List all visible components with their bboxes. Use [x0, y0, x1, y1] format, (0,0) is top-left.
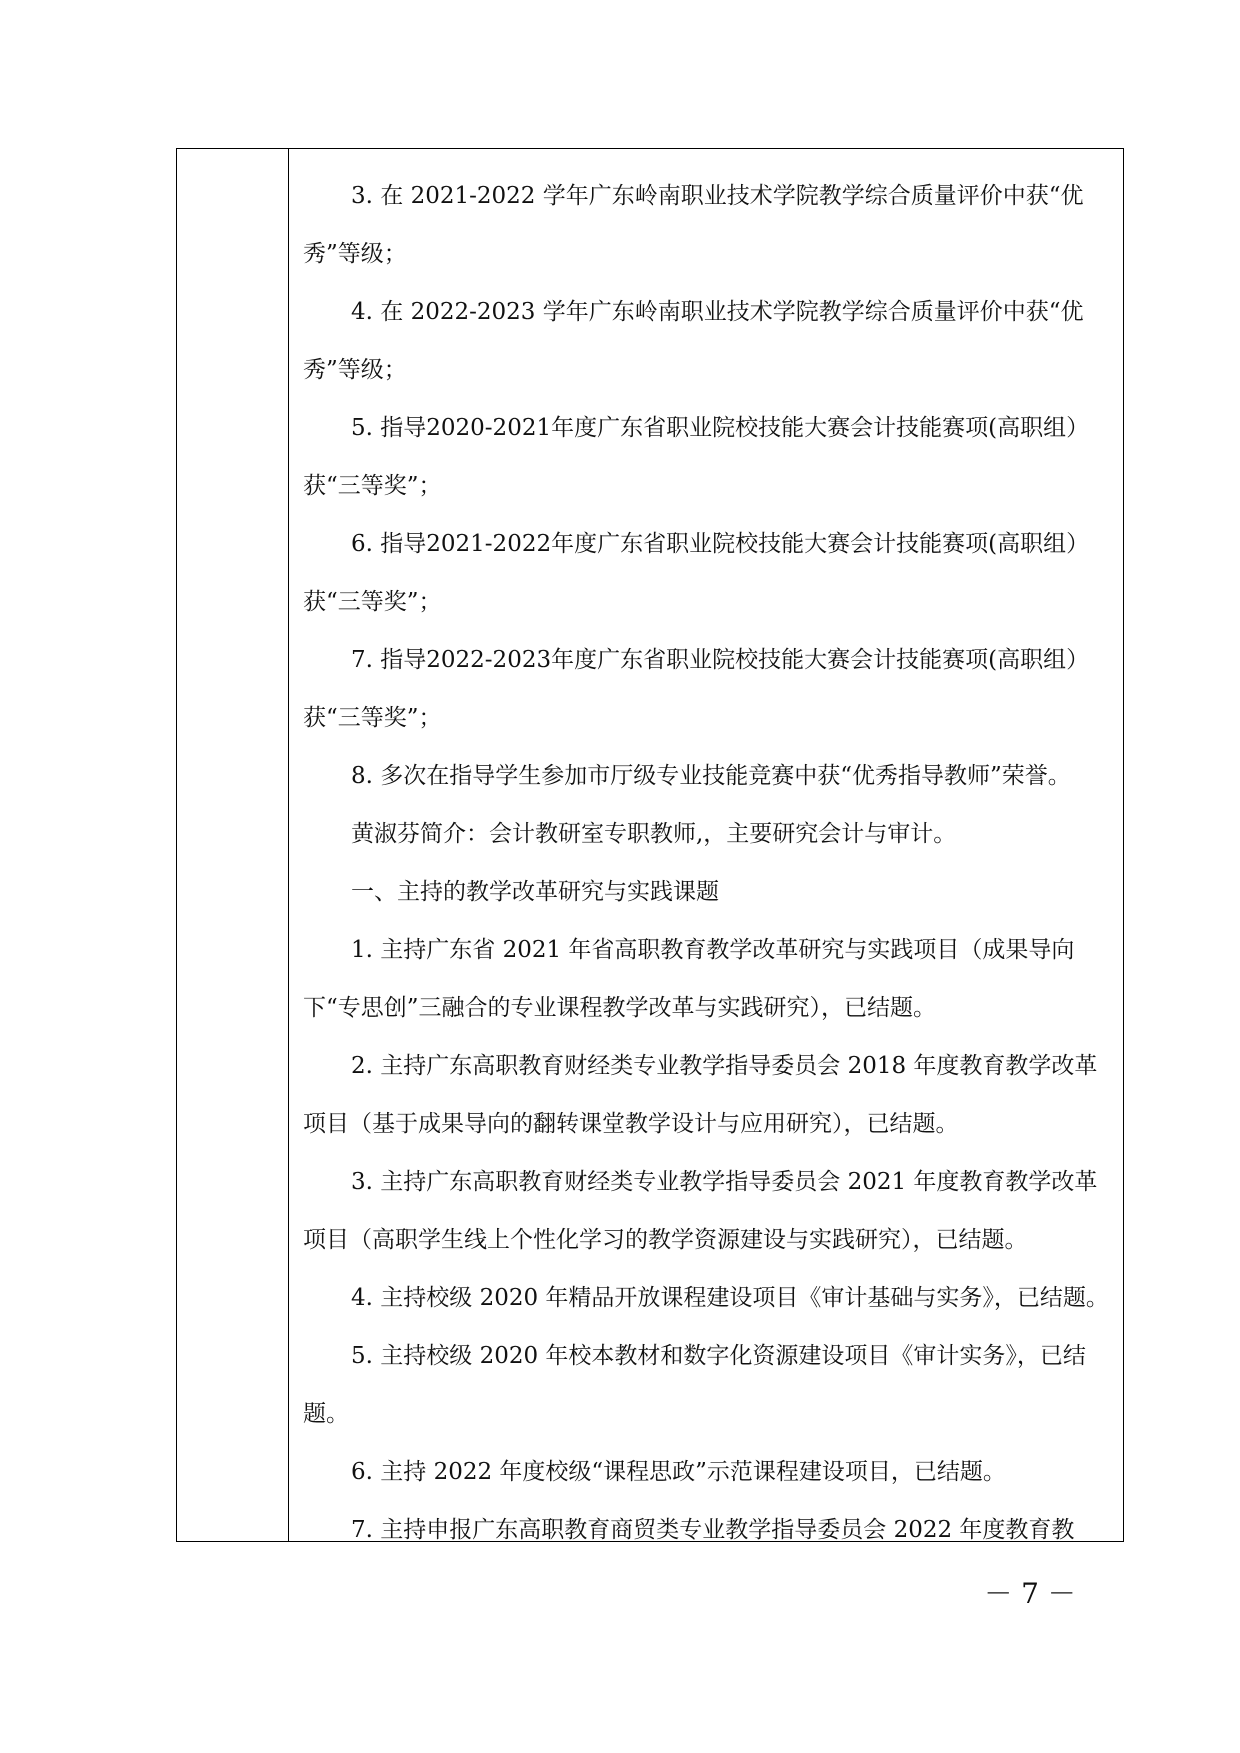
table-content-cell	[303, 167, 1113, 1559]
paragraph: 8. 多次在指导学生参加市厅级专业技能竞赛中获“优秀指导教师”荣誉。	[351, 763, 1071, 789]
paragraph: 6. 指导2021-2022年度广东省职业院校技能大赛会计技能赛项(高职组）获“三等奖”；	[303, 531, 1090, 615]
profile-paragraph: 黄淑芬简介：会计教研室专职教师,，主要研究会计与审计。	[351, 821, 957, 847]
paragraph: 7. 主持申报广东高职教育商贸类专业教学指导委员会 2022 年度教育教	[351, 1517, 1075, 1543]
paragraph: 4. 主持校级 2020 年精品开放课程建设项目《审计基础与实务》，已结题。	[351, 1285, 1109, 1311]
section-heading: 一、主持的教学改革研究与实践课题	[351, 879, 719, 905]
paragraph: 1. 主持广东省 2021 年省高职教育教学改革研究与实践项目（成果导向下“专思创”三融合的专业课程教学改革与实践研究），已结题。	[303, 937, 1075, 1021]
paragraph: 5. 指导2020-2021年度广东省职业院校技能大赛会计技能赛项(高职组）获“三等奖”；	[303, 415, 1090, 499]
paragraph: 6. 主持 2022 年度校级“课程思政”示范课程建设项目，已结题。	[351, 1459, 1006, 1485]
paragraph: 5. 主持校级 2020 年校本教材和数字化资源建设项目《审计实务》，已结题。	[303, 1343, 1086, 1427]
table-label-column	[177, 149, 289, 1541]
paragraph: 7. 指导2022-2023年度广东省职业院校技能大赛会计技能赛项(高职组）获“三等奖”；	[303, 647, 1090, 731]
paragraph: 4. 在 2022-2023 学年广东岭南职业技术学院教学综合质量评价中获“优秀”等级；	[303, 299, 1084, 383]
paragraph: 3. 在 2021-2022 学年广东岭南职业技术学院教学综合质量评价中获“优秀”等级；	[303, 183, 1084, 267]
form-table	[176, 148, 1124, 1542]
paragraph: 2. 主持广东高职教育财经类专业教学指导委员会 2018 年度教育教学改革项目（基于成果导向的翻转课堂教学设计与应用研究），已结题。	[303, 1053, 1098, 1137]
paragraph: 3. 主持广东高职教育财经类专业教学指导委员会 2021 年度教育教学改革项目（高职学生线上个性化学习的教学资源建设与实践研究），已结题。	[303, 1169, 1098, 1253]
page-number: － 7 －	[984, 1577, 1076, 1610]
